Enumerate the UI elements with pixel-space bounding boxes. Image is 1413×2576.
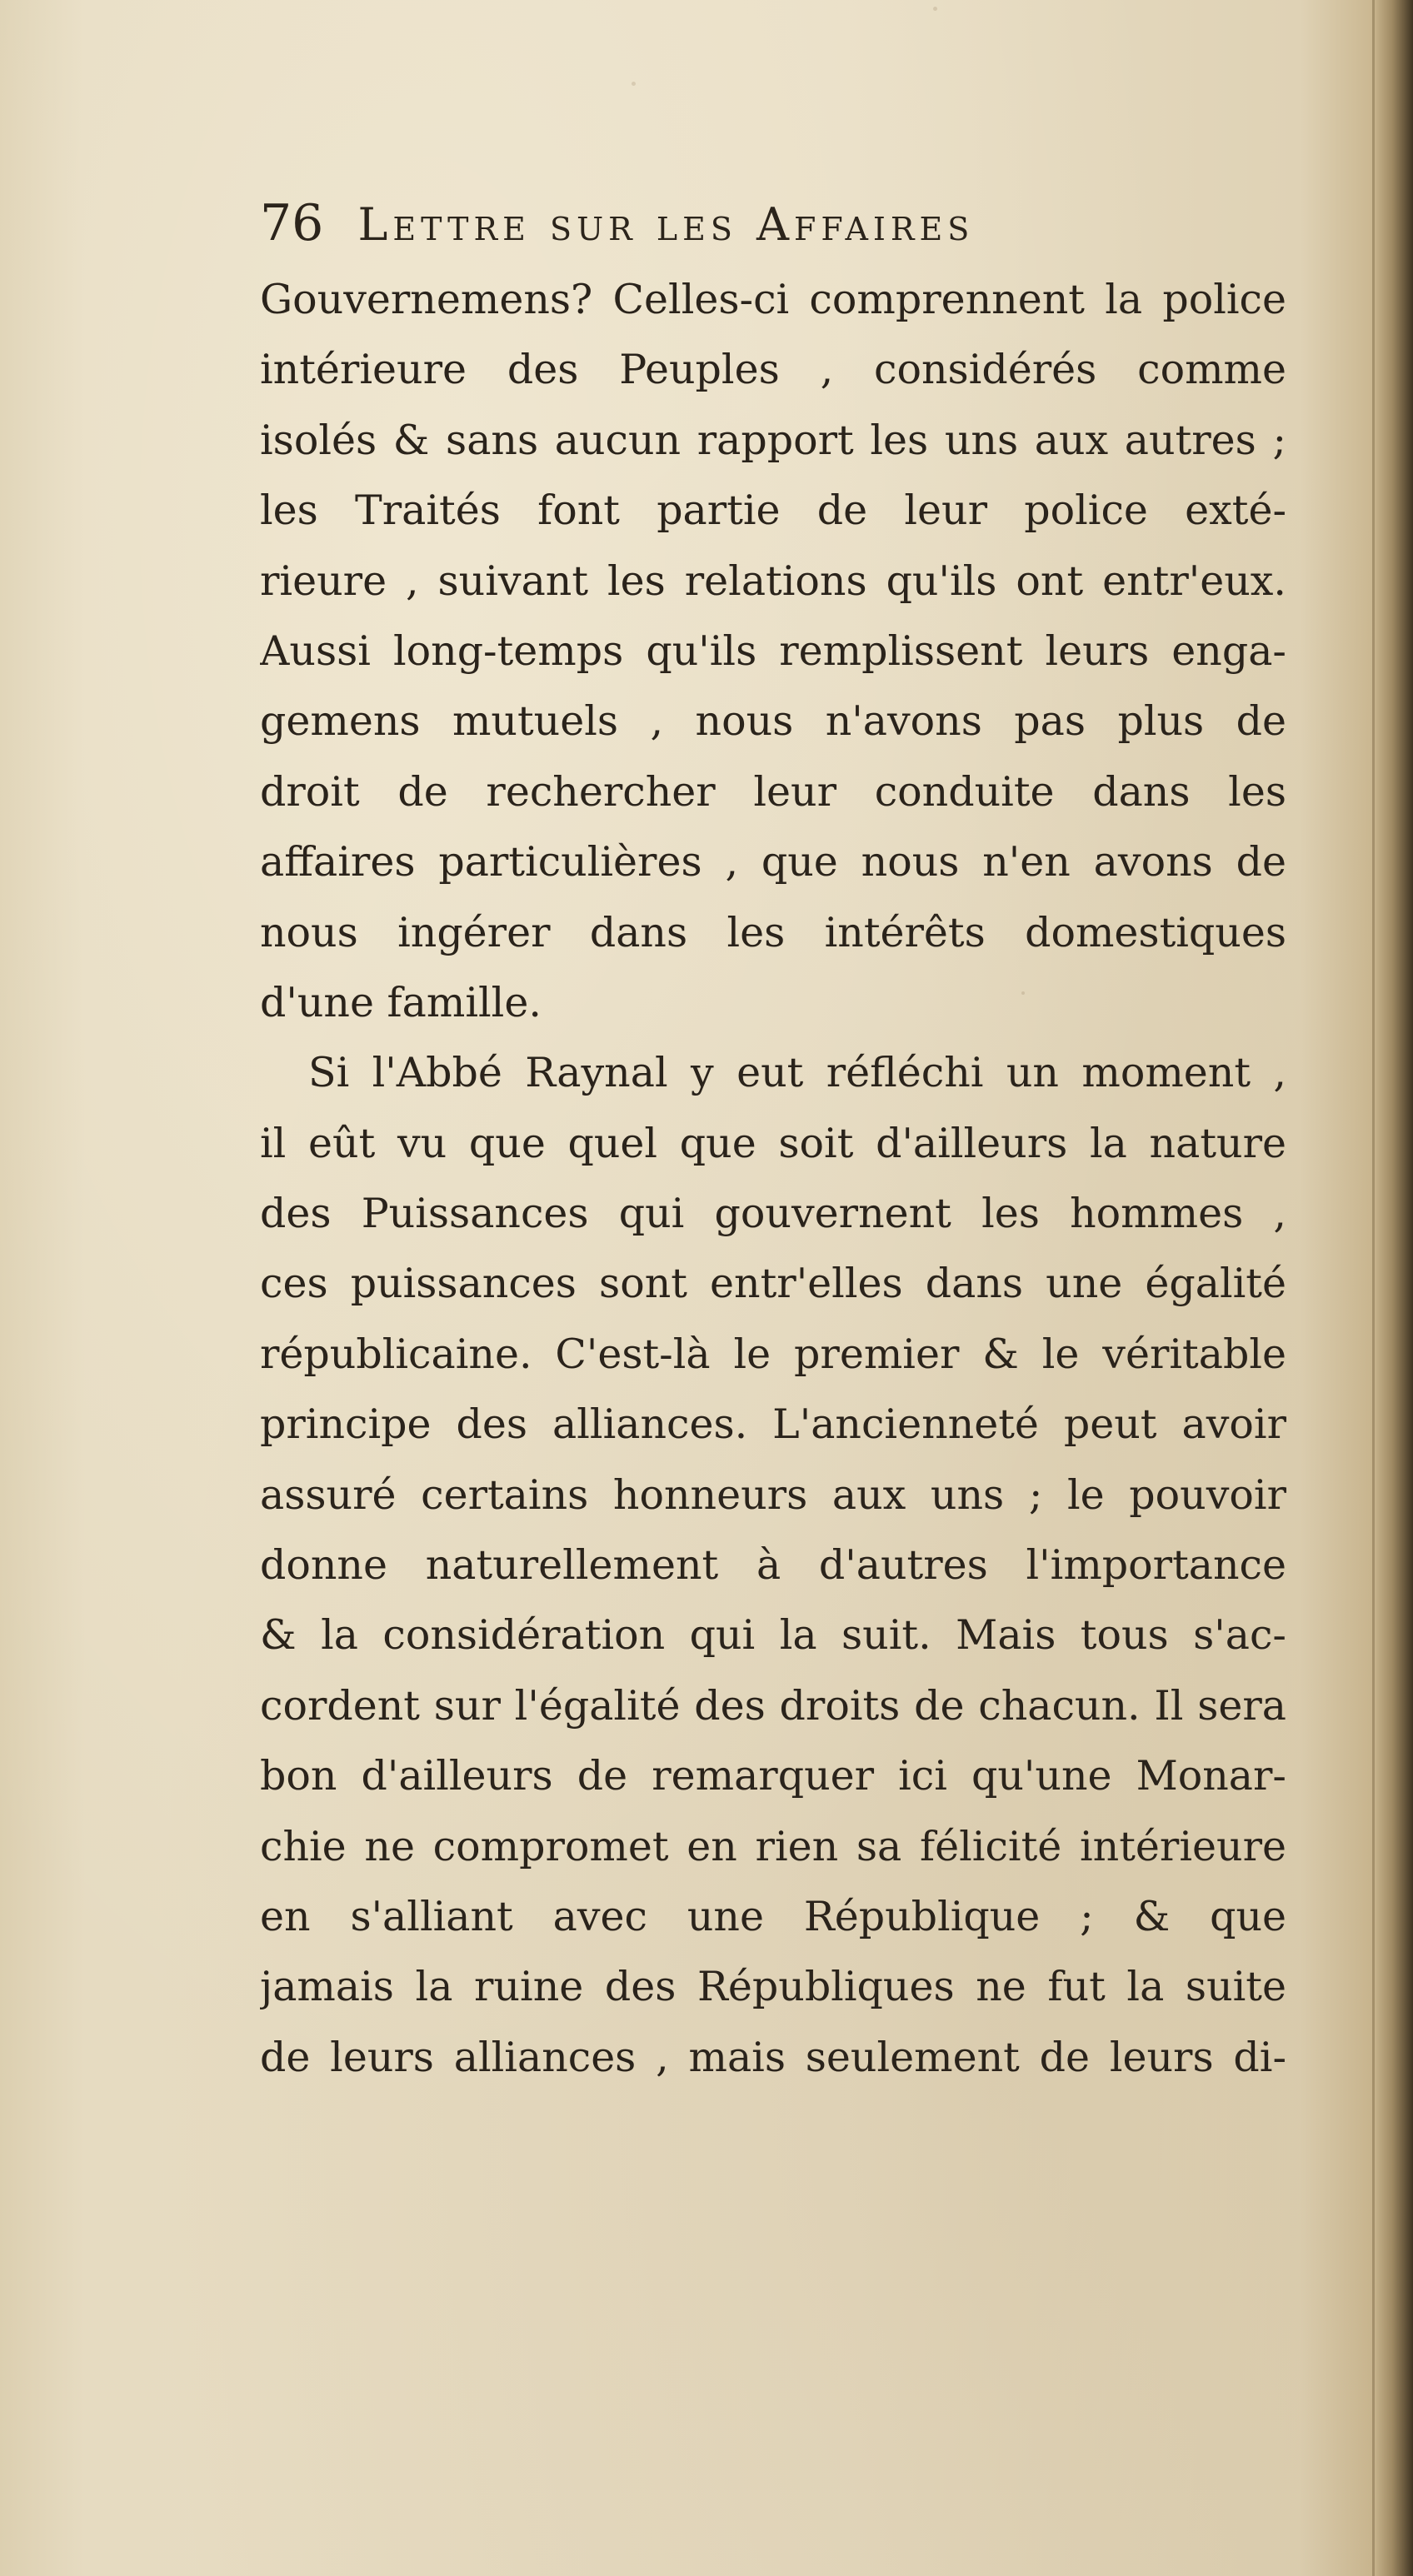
text-line: affaires particulières , que nous n'en avons de <box>260 838 1286 886</box>
paper-spot <box>632 82 636 86</box>
text-line-paragraph-end: d'une famille. <box>260 978 542 1026</box>
text-line: & la considération qui la suit. Mais tous s'ac- <box>260 1611 1286 1660</box>
text-line: rieure , suivant les relations qu'ils ont entr'eux. <box>260 557 1286 605</box>
text-line: assuré certains honneurs aux uns ; le pouvoir <box>260 1470 1286 1519</box>
text-line: jamais la ruine des Républiques ne fut la suite <box>260 1963 1286 2011</box>
text-line: intérieure des Peuples , considérés comme <box>260 346 1286 394</box>
text-line: isolés & sans aucun rapport les uns aux autres ; <box>260 416 1286 464</box>
text-line: Aussi long-temps qu'ils remplissent leurs enga- <box>260 627 1286 675</box>
text-line: chie ne compromet en rien sa félicité intérieure <box>260 1822 1286 1870</box>
paper-spot <box>933 7 937 11</box>
text-line: cordent sur l'égalité des droits de chacun. Il sera <box>260 1681 1286 1730</box>
text-line: les Traités font partie de leur police exté- <box>260 487 1286 535</box>
text-line: principe des alliances. L'ancienneté peut avoir <box>260 1400 1286 1449</box>
text-block <box>260 182 1286 2093</box>
text-line-paragraph-start: Si l'Abbé Raynal y eut réfléchi un moment , <box>308 1049 1286 1097</box>
text-line: bon d'ailleurs de remarquer ici qu'une Monar- <box>260 1752 1286 1800</box>
text-line: droit de rechercher leur conduite dans les <box>260 767 1286 816</box>
text-line: donne naturellement à d'autres l'importance <box>260 1541 1286 1590</box>
running-title: Lettre sur les Affaires <box>357 198 975 251</box>
text-line: il eût vu que quel que soit d'ailleurs la nature <box>260 1119 1286 1167</box>
page-number: 76 <box>260 194 324 252</box>
binding-gutter <box>1375 0 1413 2576</box>
text-line: Gouvernemens? Celles-ci comprennent la police <box>260 276 1286 323</box>
running-head <box>260 182 1286 265</box>
text-line: nous ingérer dans les intérêts domestiques <box>260 908 1286 956</box>
text-line: des Puissances qui gouvernent les hommes , <box>260 1190 1286 1238</box>
text-line: républicaine. C'est-là le premier & le véritable <box>260 1330 1286 1378</box>
text-line: en s'alliant avec une République ; & que <box>260 1892 1286 1940</box>
text-line: gemens mutuels , nous n'avons pas plus de <box>260 697 1286 746</box>
text-line: ces puissances sont entr'elles dans une égalité <box>260 1260 1286 1308</box>
text-line: de leurs alliances , mais seulement de leurs di- <box>260 2033 1286 2081</box>
